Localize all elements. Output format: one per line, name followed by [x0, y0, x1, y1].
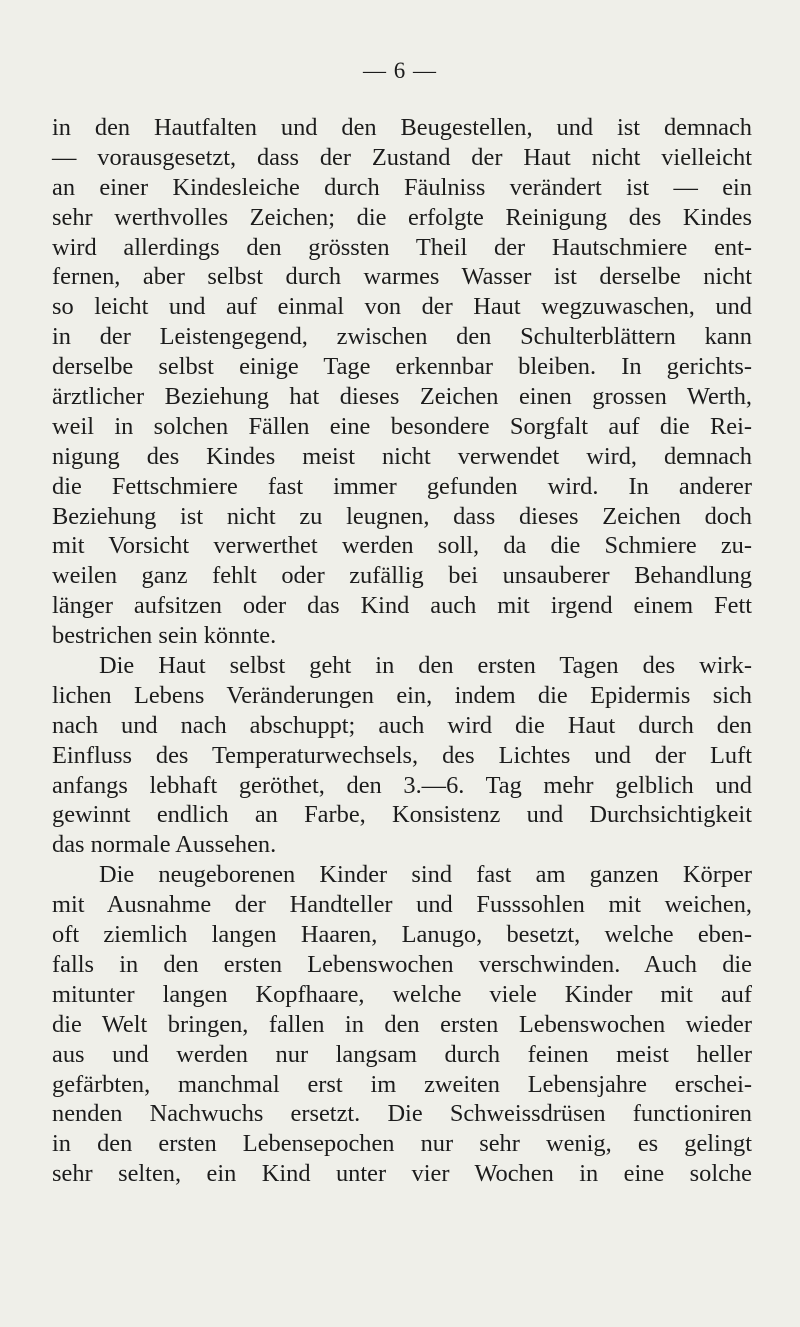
text-line: nach und nach abschuppt; auch wird die Haut durch den	[52, 711, 752, 739]
text-line: länger aufsitzen oder das Kind auch mit irgend einem Fett	[52, 592, 752, 620]
text-line: fernen, aber selbst durch warmes Wasser ist derselbe nicht	[52, 263, 752, 291]
text-line: so leicht und auf einmal von der Haut wegzuwaschen, und	[52, 293, 752, 321]
paragraph-end-line: bestrichen sein könnte.	[52, 622, 277, 650]
text-line: in den ersten Lebensepochen nur sehr wenig, es gelingt	[52, 1130, 752, 1158]
page-number: — 6 —	[363, 58, 437, 83]
text-line: lichen Lebens Veränderungen ein, indem die Epidermis sich	[52, 681, 752, 709]
text-line: die Fettschmiere fast immer gefunden wird. In anderer	[52, 472, 752, 500]
text-line: falls in den ersten Lebenswochen verschwinden. Auch die	[52, 950, 752, 978]
text-line: mitunter langen Kopfhaare, welche viele Kinder mit auf	[52, 980, 752, 1008]
text-line: Einfluss des Temperaturwechsels, des Lichtes und der Luft	[52, 741, 752, 769]
text-line: weilen ganz fehlt oder zufällig bei unsauberer Behandlung	[52, 562, 752, 590]
text-line: oft ziemlich langen Haaren, Lanugo, besetzt, welche eben-	[52, 921, 752, 949]
text-line: derselbe selbst einige Tage erkennbar bleiben. In gerichts-	[52, 353, 752, 381]
body-text	[52, 113, 752, 1189]
text-line: wird allerdings den grössten Theil der Hautschmiere ent-	[52, 233, 752, 261]
text-line: Beziehung ist nicht zu leugnen, dass dieses Zeichen doch	[52, 502, 752, 530]
text-line: mit Vorsicht verwerthet werden soll, da die Schmiere zu-	[52, 532, 752, 560]
text-line: an einer Kindesleiche durch Fäulniss verändert ist — ein	[52, 173, 752, 201]
text-line: gewinnt endlich an Farbe, Konsistenz und Durchsichtigkeit	[52, 801, 752, 829]
text-line: weil in solchen Fällen eine besondere Sorgfalt auf die Rei-	[52, 412, 752, 440]
text-line: in der Leistengegend, zwischen den Schulterblättern kann	[52, 323, 752, 351]
paragraph-start-line: Die neugeborenen Kinder sind fast am ganzen Körper	[99, 861, 752, 889]
text-line: nigung des Kindes meist nicht verwendet wird, demnach	[52, 442, 752, 470]
paragraph-start-line: Die Haut selbst geht in den ersten Tagen des wirk-	[99, 652, 752, 680]
text-line: gefärbten, manchmal erst im zweiten Lebensjahre erschei-	[52, 1070, 752, 1098]
text-line: in den Hautfalten und den Beugestellen, und ist demnach	[52, 114, 752, 141]
paragraph-end-line: das normale Aussehen.	[52, 831, 277, 859]
text-line: ärztlicher Beziehung hat dieses Zeichen einen grossen Werth,	[52, 383, 752, 411]
text-line: nenden Nachwuchs ersetzt. Die Schweissdrüsen functioniren	[52, 1100, 752, 1128]
text-line: aus und werden nur langsam durch feinen meist heller	[52, 1040, 752, 1068]
text-line: die Welt bringen, fallen in den ersten Lebenswochen wieder	[52, 1010, 752, 1038]
text-line: mit Ausnahme der Handteller und Fusssohlen mit weichen,	[52, 891, 752, 919]
text-line: anfangs lebhaft geröthet, den 3.—6. Tag mehr gelblich und	[52, 771, 752, 799]
text-line: — vorausgesetzt, dass der Zustand der Haut nicht vielleicht	[52, 143, 752, 171]
text-line: sehr selten, ein Kind unter vier Wochen in eine solche	[52, 1160, 752, 1188]
text-line: sehr werthvolles Zeichen; die erfolgte Reinigung des Kindes	[52, 203, 752, 231]
